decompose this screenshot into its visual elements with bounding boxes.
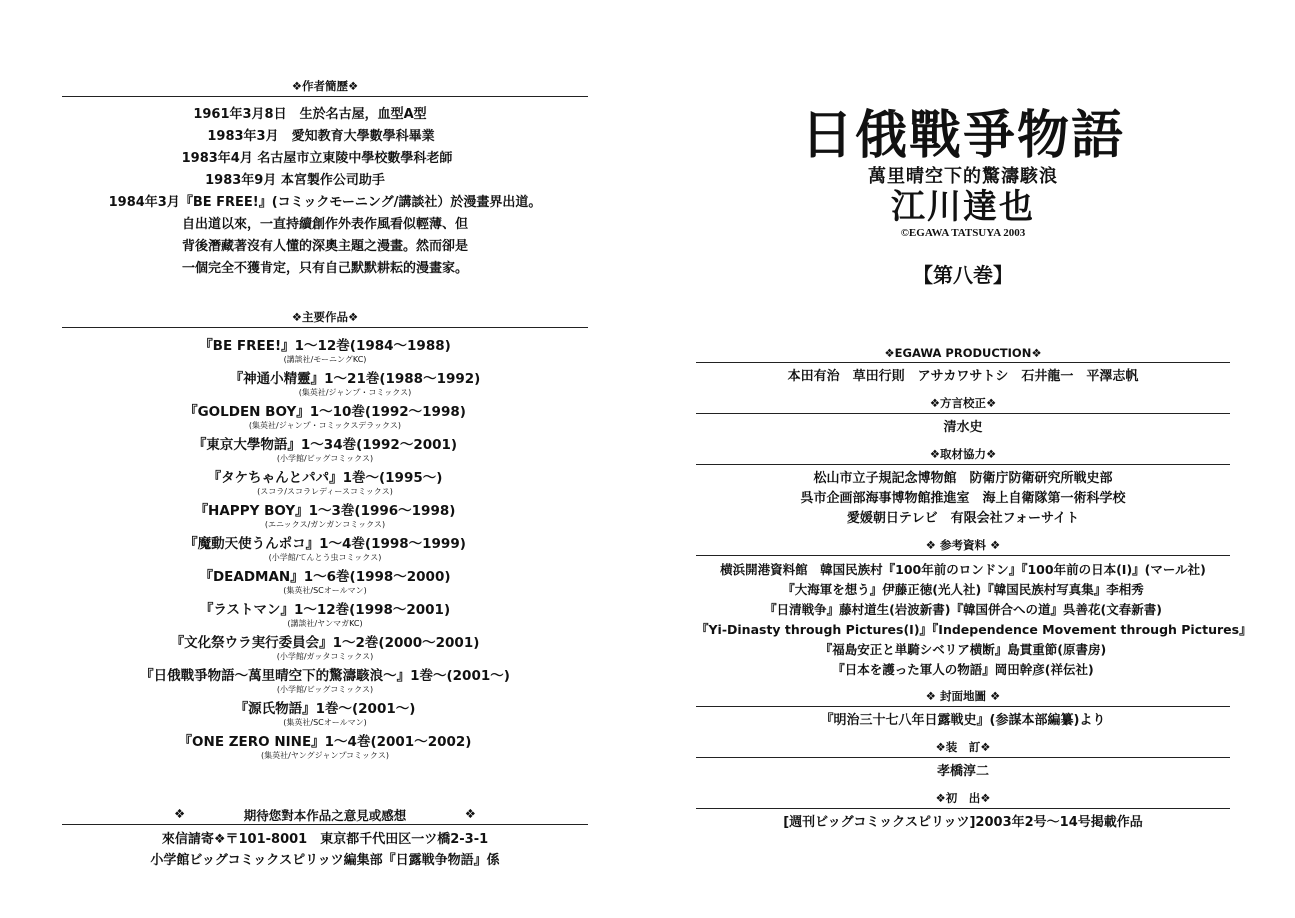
bio-line: 一個完全不獲肯定，只有自己默默耕耘的漫畫家。 xyxy=(181,261,468,276)
book-title: 日俄戰爭物語 xyxy=(800,105,1125,166)
author-name: 江川達也 xyxy=(891,187,1035,227)
credits xyxy=(696,346,1252,833)
bio-line: 1961年3月8日 生於名古屋，血型A型 xyxy=(193,107,427,122)
credit-section xyxy=(696,446,1230,529)
bio-line: 自出道以來，一直持續創作外表作風看似輕薄、但 xyxy=(181,217,468,232)
bio-line: 1984年3月『BE FREE!』(コミックモーニング/講談社）於漫畫界出道。 xyxy=(108,195,542,210)
work-title: 『日俄戰爭物語〜萬里晴空下的驚濤駭浪〜』1巻〜(2001〜) xyxy=(140,668,510,684)
credit-line: 愛媛朝日テレビ 有限会社フォーサイト xyxy=(846,511,1080,526)
diamond-icon: ❖ xyxy=(464,806,476,821)
work-item xyxy=(62,602,588,629)
work-publisher: (エニックス/ガンガンコミックス) xyxy=(264,520,386,529)
work-item xyxy=(62,635,588,662)
feedback-heading xyxy=(62,806,588,825)
bio-heading: ❖作者簡歷❖ xyxy=(62,78,588,97)
work-publisher: (集英社/SCオールマン) xyxy=(283,586,367,595)
work-publisher: (集英社/ジャンプ・コミックス) xyxy=(298,388,412,397)
work-item xyxy=(122,371,588,398)
credit-section xyxy=(696,537,1252,680)
credit-heading: ❖ 参考資料 ❖ xyxy=(696,537,1230,556)
work-publisher: (集英社/SCオールマン) xyxy=(283,718,367,727)
work-publisher: (小学館/ガッタコミックス) xyxy=(276,652,374,661)
work-item xyxy=(62,437,588,464)
book-subtitle: 萬里晴空下的驚濤駭浪 xyxy=(868,166,1058,187)
work-title: 『文化祭ウラ実行委員会』1〜2巻(2000〜2001) xyxy=(170,635,480,651)
bio-line: 背後潛藏著沒有人懂的深奧主題之漫畫。然而卻是 xyxy=(181,239,468,254)
work-item xyxy=(62,338,588,365)
address-line: 來信請寄❖〒101-8001 東京都千代田区一ツ橋2-3-1 xyxy=(161,832,489,847)
work-title: 『源氏物語』1巻〜(2001〜) xyxy=(234,701,416,717)
credit-heading: ❖ 封面地圖 ❖ xyxy=(696,688,1230,707)
credit-line: 呉市企画部海事博物館推進室 海上自衛隊第一術科学校 xyxy=(800,491,1126,506)
works-heading: ❖主要作品❖ xyxy=(62,309,588,328)
credit-line: 『福島安正と単騎シベリア横断』島貫重節(原書房) xyxy=(819,642,1107,657)
work-publisher: (小学館/ビッグコミックス) xyxy=(276,685,374,694)
work-item xyxy=(62,404,588,431)
credit-heading: ❖方言校正❖ xyxy=(696,395,1230,414)
credit-line: 『日清戦争』藤村道生(岩波新書)『韓国併合への道』呉善花(文春新書) xyxy=(764,602,1162,617)
work-publisher: (講談社/モーニングKC) xyxy=(283,355,367,364)
credit-line: [週刊ビッグコミックスピリッツ]2003年2号〜14号掲載作品 xyxy=(783,815,1143,830)
works-section xyxy=(62,309,588,767)
credit-heading: ❖初 出❖ xyxy=(696,790,1230,809)
work-item xyxy=(62,701,588,728)
work-title: 『タケちゃんとパパ』1巻〜(1995〜) xyxy=(207,470,443,486)
work-item xyxy=(62,734,588,761)
work-title: 『DEADMAN』1〜6巻(1998〜2000) xyxy=(199,569,451,585)
credit-line: 本田有治 草田行則 アサカワサトシ 石井龍一 平澤志帆 xyxy=(787,369,1139,384)
work-publisher: (集英社/ヤングジャンプコミックス) xyxy=(261,751,389,760)
address-line: 小学館ビッグコミックスピリッツ編集部『日露戦争物語』係 xyxy=(150,853,500,868)
diamond-icon: ❖ xyxy=(174,806,186,821)
volume-label: 【第八巻】 xyxy=(913,263,1013,287)
work-publisher: (集英社/ジャンプ・コミックスデラックス) xyxy=(248,421,402,430)
bio-line: 1983年9月 本宮製作公司助手 xyxy=(205,173,385,188)
work-title: 『魔動天使うんポコ』1〜4巻(1998〜1999) xyxy=(184,536,466,552)
feedback-heading-text: 期待您對本作品之意見或感想 xyxy=(243,808,407,823)
work-publisher: (スコラ/スコラレディースコミックス) xyxy=(257,487,393,496)
credit-heading: ❖装 訂❖ xyxy=(696,739,1230,758)
work-title: 『東京大學物語』1〜34巻(1992〜2001) xyxy=(192,437,458,453)
work-title: 『GOLDEN BOY』1〜10巻(1992〜1998) xyxy=(184,404,466,420)
work-item xyxy=(62,503,588,530)
credit-line: 『明治三十七八年日露戦史』(参謀本部編纂)より xyxy=(820,713,1106,728)
bio-section xyxy=(62,78,588,280)
credit-line: 『Yi-Dinasty through Pictures(Ⅰ)』『Independence Movement through Pictures』 xyxy=(696,622,1252,637)
credit-section xyxy=(696,739,1230,782)
work-title: 『BE FREE!』1〜12巻(1984〜1988) xyxy=(199,338,451,354)
bio-line: 1983年4月 名古屋市立東陵中學校數學科老師 xyxy=(181,151,453,166)
feedback-section xyxy=(62,806,588,871)
credit-line: 孝橋淳二 xyxy=(936,764,989,779)
work-item xyxy=(62,668,588,695)
credit-line: 『日本を護った軍人の物語』岡田幹彦(祥伝社) xyxy=(832,662,1094,677)
work-title: 『ONE ZERO NINE』1〜4巻(2001〜2002) xyxy=(178,734,472,750)
credit-line: 松山市立子規記念博物館 防衛庁防衛研究所戦史部 xyxy=(813,471,1113,486)
credit-section xyxy=(696,346,1230,387)
credit-heading: ❖取材協力❖ xyxy=(696,446,1230,465)
work-title: 『HAPPY BOY』1〜3巻(1996〜1998) xyxy=(194,503,456,519)
work-publisher: (講談社/ヤンマガKC) xyxy=(287,619,363,628)
credit-section xyxy=(696,395,1230,438)
work-publisher: (小学館/てんとう虫コミックス) xyxy=(268,553,382,562)
copyright: ©EGAWA TATSUYA 2003 xyxy=(900,227,1026,239)
credit-line: 『大海軍を想う』伊藤正徳(光人社)『韓国民族村写真集』李相秀 xyxy=(782,582,1144,597)
bio-line: 1983年3月 愛知教育大學數學科畢業 xyxy=(207,129,435,144)
work-item xyxy=(62,470,588,497)
credit-heading: ❖EGAWA PRODUCTION❖ xyxy=(696,346,1230,363)
credit-line: 清水史 xyxy=(943,420,983,435)
credit-section xyxy=(696,790,1230,833)
work-publisher: (小学館/ビッグコミックス) xyxy=(276,454,374,463)
work-title: 『ラストマン』1〜12巻(1998〜2001) xyxy=(199,602,451,618)
work-item xyxy=(62,569,588,596)
work-item xyxy=(62,536,588,563)
credit-line: 横浜開港資料館 韓国民族村『100年前のロンドン』『100年前の日本(Ⅰ)』(マール社) xyxy=(720,562,1206,577)
credit-section xyxy=(696,688,1230,731)
title-block xyxy=(696,106,1230,288)
work-title: 『神通小精靈』1〜21巻(1988〜1992) xyxy=(229,371,481,387)
